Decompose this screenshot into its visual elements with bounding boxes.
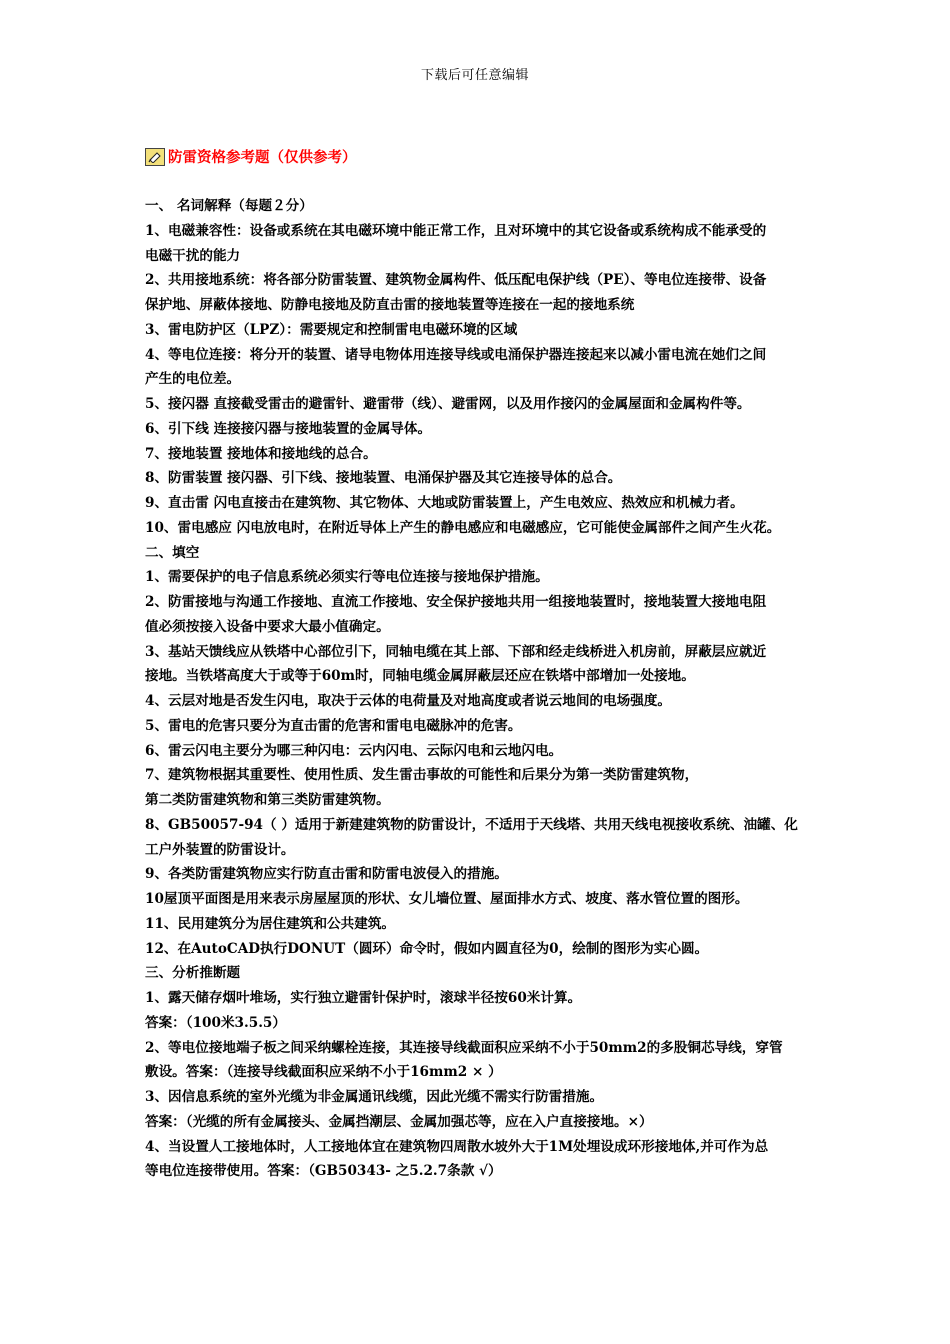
text-line: 8、GB50057-94（ ）适用于新建建筑物的防雷设计，不适用于天线塔、共用天线电视接收系统、油罐、化 — [145, 816, 798, 833]
text-line: 2、等电位接地端子板之间采纳螺栓连接，其连接导线截面积应采纳不小于50mm2的多股铜芯导线，穿管 — [145, 1039, 783, 1056]
answer-line: 答案：（100米3.5.5） — [145, 1014, 286, 1031]
section-heading: 二、填空 — [145, 544, 200, 561]
document-title: 防雷资格参考题（仅供参考） — [168, 150, 357, 166]
text-line: 11、民用建筑分为居住建筑和公共建筑。 — [145, 915, 396, 932]
edit-note-icon — [145, 148, 165, 166]
text-line: 9、直击雷 闪电直接击在建筑物、其它物体、大地或防雷装置上，产生电效应、热效应和机械力者。 — [145, 495, 744, 511]
text-line: 值必须按接入设备中要求大最小值确定。 — [145, 618, 390, 635]
text-line: 6、引下线 连接接闪器与接地装置的金属导体。 — [145, 420, 432, 437]
text-line: 7、接地装置 接地体和接地线的总合。 — [145, 445, 377, 462]
document-title-row — [145, 146, 357, 167]
text-line: 5、雷电的危害只要分为直击雷的危害和雷电电磁脉冲的危害。 — [145, 717, 522, 734]
text-line: 10、雷电感应 闪电放电时，在附近导体上产生的静电感应和电磁感应，它可能使金属部件之间产生火花。 — [145, 519, 781, 536]
text-line: 8、防雷装置 接闪器、引下线、接地装置、电涌保护器及其它连接导体的总合。 — [145, 470, 622, 487]
text-line: 4、云层对地是否发生闪电，取决于云体的电荷量及对地高度或者说云地间的电场强度。 — [145, 693, 672, 709]
text-line: 第二类防雷建筑物和第三类防雷建筑物。 — [145, 792, 390, 808]
text-line: 产生的电位差。 — [145, 371, 241, 388]
answer-line: 等电位连接带使用。答案：（GB50343- 之5.2.7条款 √） — [145, 1163, 502, 1180]
text-line: 7、建筑物根据其重要性、使用性质、发生雷击事故的可能性和后果分为第一类防雷建筑物， — [145, 767, 699, 784]
document-body — [145, 194, 810, 1184]
text-line: 1、电磁兼容性：设备或系统在其电磁环境中能正常工作，且对环境中的其它设备或系统构成不能承受的 — [145, 222, 767, 239]
text-line: 1、露天储存烟叶堆场，实行独立避雷针保护时，滚球半径按60米计算。 — [145, 990, 582, 1006]
text-line: 3、雷电防护区（LPZ）：需要规定和控制雷电电磁环境的区域 — [145, 321, 518, 338]
text-line: 2、防雷接地与沟通工作接地、直流工作接地、安全保护接地共用一组接地装置时，接地装置大接地电阻 — [145, 594, 767, 610]
page-header: 下载后可任意编辑 — [420, 68, 529, 83]
text-line: 3、基站天馈线应从铁塔中心部位引下，同轴电缆在其上部、下部和经走线桥进入机房前，屏蔽层应就近 — [145, 643, 767, 660]
text-line: 10屋顶平面图是用来表示房屋屋顶的形状、女儿墙位置、屋面排水方式、坡度、落水管位置的图形。 — [145, 891, 749, 907]
text-line: 电磁干扰的能力 — [145, 247, 241, 264]
text-line: 9、各类防雷建筑物应实行防直击雷和防雷电波侵入的措施。 — [145, 866, 508, 883]
text-line: 6、雷云闪电主要分为哪三种闪电：云内闪电、云际闪电和云地闪电。 — [145, 742, 563, 759]
text-line: 5、接闪器 直接截受雷击的避雷针、避雷带（线）、避雷网，以及用作接闪的金属屋面和金属构件等。 — [145, 396, 751, 412]
text-line: 保护地、屏蔽体接地、防静电接地及防直击雷的接地装置等连接在一起的接地系统 — [145, 297, 635, 313]
section-heading: 一、 名词解释（每题２分） — [145, 198, 313, 214]
answer-line: 答案：（光缆的所有金属接头、金属挡潮层、金属加强芯等，应在入户直接接地。×） — [145, 1113, 653, 1130]
text-line: 4、等电位连接：将分开的装置、诸导电物体用连接导线或电涌保护器连接起来以减小雷电流在她们之间 — [145, 346, 767, 363]
text-line: 4、当设置人工接地体时，人工接地体宜在建筑物四周散水坡外大于1M处埋设成环形接地体,并可作为总 — [145, 1138, 769, 1155]
answer-line: 敷设。答案：（连接导线截面积应采纳不小于16mm2 × ） — [145, 1064, 502, 1081]
text-line: 工户外装置的防雷设计。 — [145, 841, 295, 858]
text-line: 3、因信息系统的室外光缆为非金属通讯线缆，因此光缆不需实行防雷措施。 — [145, 1089, 604, 1105]
section-heading: 三、分析推断题 — [145, 965, 241, 982]
text-line: 2、共用接地系统：将各部分防雷装置、建筑物金属构件、低压配电保护线（PE）、等电位连接带、设备 — [145, 272, 767, 289]
text-line: 接地。当铁塔高度大于或等于60m时，同轴电缆金属屏蔽层还应在铁塔中部增加一处接地。 — [145, 668, 695, 685]
text-line: 1、需要保护的电子信息系统必须实行等电位连接与接地保护措施。 — [145, 569, 549, 586]
text-line: 12、在AutoCAD执行DONUT（圆环）命令时，假如内圆直径为0，绘制的图形为实心圆。 — [145, 940, 709, 957]
